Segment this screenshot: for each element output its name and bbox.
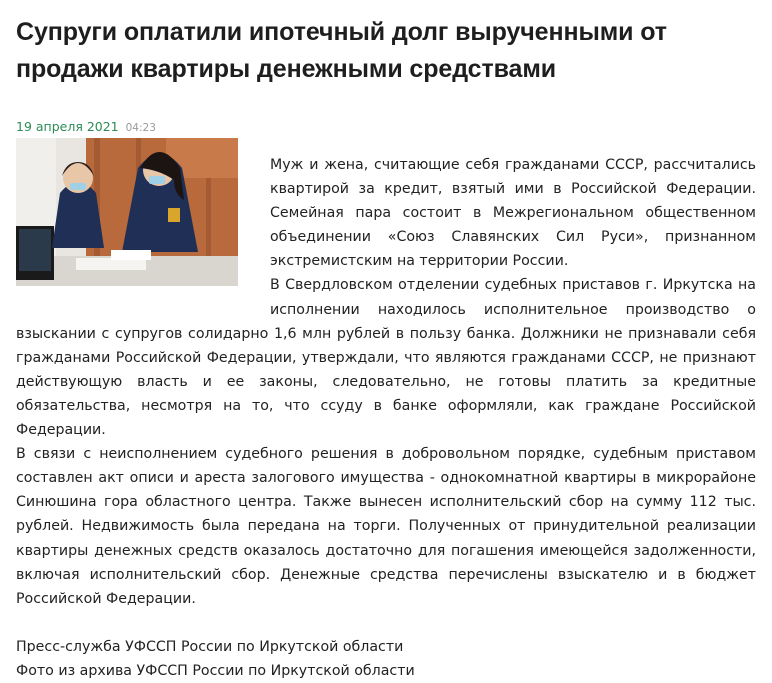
- article-paragraph: В связи с неисполнением судебного решения в добровольном порядке, судебным приставом составлен акт описи и ареста залогового имущества - однокомнатной квартиры в микрорайоне Синюшина гора областного центра. Также вынесен исполнительский сбор на сумму 112 тыс. рублей. Недвижимость была передана на торги. Полученных от принудительной реализации квартиры денежных средств оказалось достаточно для погашения имеющейся задолженности, включая исполнительский сбор. Денежные средства перечислены взыскателю и в бюджет Российской Федерации.: [16, 446, 756, 607]
- article-title: Супруги оплатили ипотечный долг вырученными от продажи квартиры денежными средствами: [16, 18, 667, 83]
- article-paragraph: Муж и жена, считающие себя гражданами СССР, рассчитались квартирой за кредит, взятый ими в Российской Федерации. Семейная пара состоит в Межрегиональном общественном объединении «Союз Славянских Сил Руси», признанном экстремистским на территории России.: [270, 157, 756, 270]
- article-body: [16, 153, 756, 683]
- article-time: 04:23: [125, 122, 156, 134]
- article-meta: [16, 119, 156, 136]
- article-footer: [16, 635, 756, 683]
- photo-credit: Фото из архива УФССП России по Иркутской области: [16, 662, 415, 679]
- article-date: 19 апреля 2021: [16, 119, 119, 134]
- press-service-credit: Пресс-служба УФССП России по Иркутской области: [16, 638, 404, 655]
- article-paragraph: В Свердловском отделении судебных приставов г. Иркутска на исполнении находилось исполнительное производство о взыскании с супругов солидарно 1,6 млн рублей в пользу банка. Должники не признавали себя гражданами Российской Федерации, утверждали, что являются гражданами СССР, не признают действующую власть и ее законы, следовательно, не готовы платить за кредитные обязательства, несмотря на то, что ссуду в банке оформляли, как граждане Российской Федерации.: [16, 277, 756, 439]
- photo-spacer: [16, 153, 270, 313]
